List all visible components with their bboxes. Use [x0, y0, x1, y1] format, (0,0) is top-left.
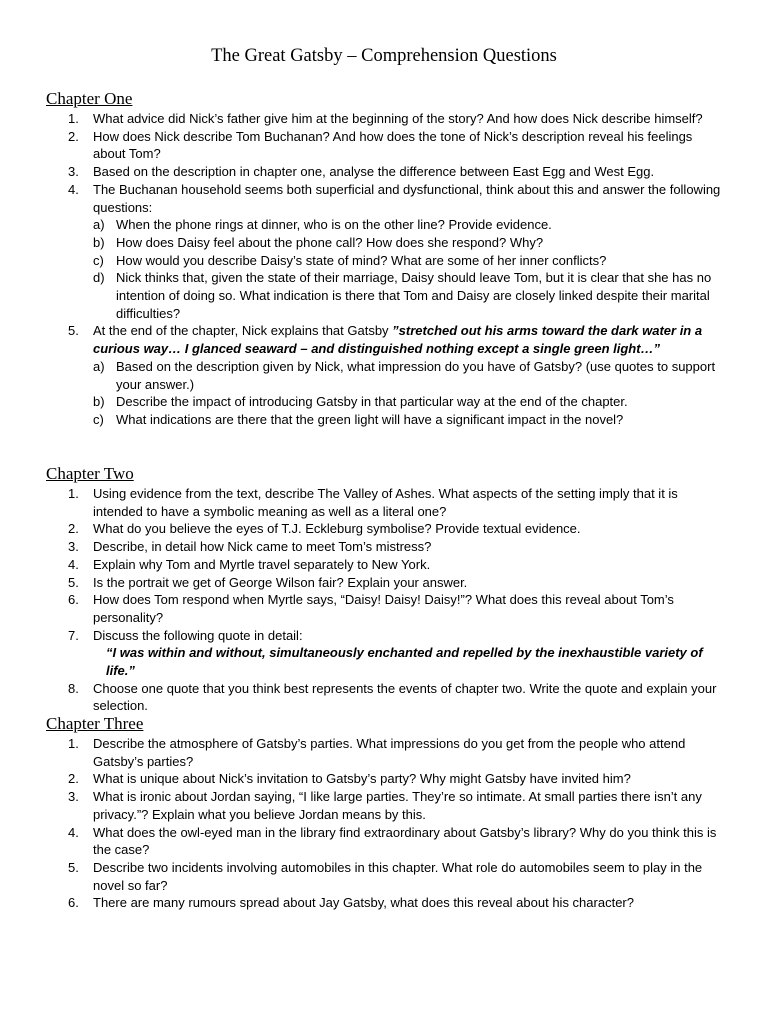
- question-number: 7.: [68, 627, 79, 643]
- sub-question-text: Based on the description given by Nick, what impression do you have of Gatsby? (use quotes to support your answer.): [116, 358, 716, 392]
- sub-question-item: [93, 216, 726, 234]
- sub-question-letter: c): [93, 252, 104, 268]
- sub-question-text: How does Daisy feel about the phone call? How does she respond? Why?: [116, 234, 544, 250]
- question-item: [46, 520, 726, 538]
- question-number: 5.: [68, 859, 79, 875]
- question-text: How does Nick describe Tom Buchanan? And how does the tone of Nick’s description reveal his feelings about Tom?: [93, 128, 693, 162]
- question-item: [46, 894, 726, 912]
- sub-question-letter: b): [93, 234, 105, 250]
- question-number: 8.: [68, 680, 79, 696]
- question-list: [46, 485, 726, 715]
- sub-question-item: [93, 393, 726, 411]
- question-number: 2.: [68, 128, 79, 144]
- question-text: Describe, in detail how Nick came to meet Tom’s mistress?: [93, 539, 432, 555]
- question-number: 3.: [68, 789, 79, 805]
- question-item: [46, 181, 726, 323]
- question-item: [46, 163, 726, 181]
- chapter-heading: Chapter Two: [46, 464, 134, 483]
- sub-question-letter: c): [93, 411, 104, 427]
- sub-question-letter: d): [93, 270, 105, 286]
- question-list: [46, 735, 726, 912]
- question-number: 1.: [68, 111, 79, 126]
- chapter-two-section: [46, 464, 726, 715]
- question-text: How does Tom respond when Myrtle says, “Daisy! Daisy! Daisy!”? What does this reveal about Tom’s personality?: [93, 592, 674, 625]
- question-item: [46, 735, 726, 770]
- question-text: The Buchanan household seems both superficial and dysfunctional, think about this and answer the following questions:: [93, 181, 721, 215]
- sub-question-text: What indications are there that the green light will have a significant impact in the novel?: [116, 411, 624, 427]
- question-text: There are many rumours spread about Jay Gatsby, what does this reveal about his character?: [93, 895, 634, 911]
- question-text: Describe two incidents involving automobiles in this chapter. What role do automobiles seem to play in the novel so far?: [93, 859, 703, 893]
- question-text: What is unique about Nick’s invitation to Gatsby’s party? Why might Gatsby have invited him?: [93, 771, 631, 787]
- sub-question-item: [93, 411, 726, 429]
- question-list: [46, 110, 726, 429]
- question-item: [46, 128, 726, 163]
- question-item: [46, 538, 726, 556]
- sub-question-text: When the phone rings at dinner, who is on the other line? Provide evidence.: [116, 217, 552, 233]
- question-item: [46, 591, 726, 626]
- question-item: [46, 110, 726, 128]
- question-item: [46, 322, 726, 428]
- chapter-heading: Chapter One: [46, 89, 133, 108]
- question-number: 6.: [68, 592, 79, 608]
- question-text: Based on the description in chapter one, analyse the difference between East Egg and West Egg.: [93, 164, 655, 180]
- sub-question-list: [93, 358, 726, 429]
- question-number: 2.: [68, 771, 79, 787]
- question-text: Choose one quote that you think best represents the events of chapter two. Write the quote and explain your selection.: [93, 680, 717, 714]
- chapter-heading: Chapter Three: [46, 714, 144, 733]
- document-title: The Great Gatsby – Comprehension Questions: [211, 46, 557, 66]
- sub-question-text: How would you describe Daisy’s state of mind? What are some of her inner conflicts?: [116, 252, 607, 268]
- question-item: [46, 824, 726, 859]
- question-text: At the end of the chapter, Nick explains that Gatsby: [93, 323, 393, 339]
- question-text: What do you believe the eyes of T.J. Eckleburg symbolise? Provide textual evidence.: [93, 521, 581, 537]
- question-text: Describe the atmosphere of Gatsby’s parties. What impressions do you get from the people who attend Gatsby’s parties?: [93, 736, 686, 769]
- question-item: [46, 556, 726, 574]
- question-number: 3.: [68, 164, 79, 180]
- sub-question-item: [93, 269, 726, 322]
- question-text: Is the portrait we get of George Wilson fair? Explain your answer.: [93, 574, 468, 590]
- question-number: 4.: [68, 556, 79, 572]
- question-item: [46, 788, 726, 823]
- chapter-one-section: [46, 89, 726, 429]
- question-text: Using evidence from the text, describe The Valley of Ashes. What aspects of the setting imply that it is intended to have a symbolic meaning as well as a literal one?: [93, 486, 678, 519]
- chapter-three-section: [46, 714, 726, 912]
- block-quote: “I was within and without, simultaneously enchanted and repelled by the inexhaustible variety of life.”: [106, 645, 703, 679]
- sub-question-letter: b): [93, 394, 105, 410]
- question-item: [46, 680, 726, 715]
- question-number: 5.: [68, 574, 79, 590]
- sub-question-text: Nick thinks that, given the state of their marriage, Daisy should leave Tom, but it is clear that she has no intention of doing so. What indication is there that Tom and Daisy are closely linked despite their marital difficulties?: [116, 270, 712, 321]
- question-number: 1.: [68, 486, 79, 501]
- question-item: [46, 574, 726, 592]
- question-item: [46, 770, 726, 788]
- question-item: [46, 859, 726, 894]
- sub-question-item: [93, 358, 726, 393]
- sub-question-list: [93, 216, 726, 322]
- question-text: What is ironic about Jordan saying, “I like large parties. They’re so intimate. At small parties there isn’t any privacy.”? Explain what you believe Jordan means by this.: [93, 789, 702, 822]
- sub-question-text: Describe the impact of introducing Gatsby in that particular way at the end of the chapter.: [116, 394, 628, 410]
- question-number: 1.: [68, 736, 79, 751]
- question-text: Explain why Tom and Myrtle travel separately to New York.: [93, 556, 431, 572]
- question-text: Discuss the following quote in detail:: [93, 627, 303, 643]
- question-text: What does the owl-eyed man in the library find extraordinary about Gatsby’s library? Why do you think this is the case?: [93, 824, 717, 858]
- question-number: 2.: [68, 521, 79, 537]
- question-number: 6.: [68, 895, 79, 911]
- question-number: 4.: [68, 181, 79, 197]
- question-item: [46, 485, 726, 520]
- sub-question-letter: a): [93, 217, 105, 233]
- question-text: What advice did Nick’s father give him at the beginning of the story? And how does Nick describe himself?: [93, 111, 703, 126]
- sub-question-item: [93, 252, 726, 270]
- question-number: 4.: [68, 824, 79, 840]
- question-item: [46, 627, 726, 680]
- question-number: 3.: [68, 539, 79, 555]
- sub-question-letter: a): [93, 358, 105, 374]
- question-number: 5.: [68, 323, 79, 339]
- sub-question-item: [93, 234, 726, 252]
- inline-quote: ”stretched out his arms toward the dark water in a curious way… I glanced seaward – and distinguished nothing except a single green light…”: [93, 323, 703, 357]
